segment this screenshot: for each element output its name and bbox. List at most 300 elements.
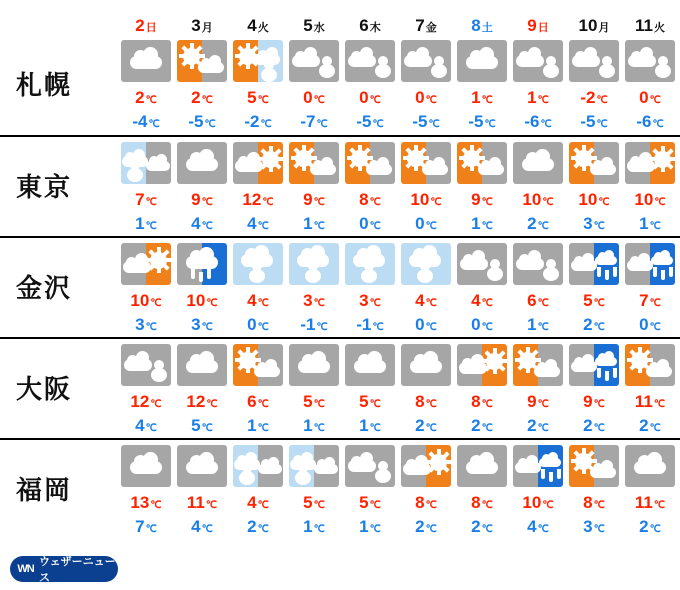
high-temperature: 5℃ bbox=[303, 391, 325, 411]
cloud-icon bbox=[478, 156, 504, 175]
forecast-cell[interactable] bbox=[398, 142, 454, 232]
forecast-cell[interactable] bbox=[286, 40, 342, 130]
snow-icon bbox=[431, 56, 447, 78]
low-temperature: 1℃ bbox=[135, 213, 157, 233]
low-temperature: 1℃ bbox=[527, 314, 549, 334]
snow-icon bbox=[487, 259, 503, 281]
snow-icon bbox=[249, 261, 265, 283]
high-temperature: 9℃ bbox=[303, 189, 325, 209]
low-temperature: -2℃ bbox=[244, 111, 272, 131]
cloud-icon bbox=[146, 153, 170, 171]
sun-icon bbox=[486, 353, 503, 370]
low-temperature: 4℃ bbox=[527, 516, 549, 536]
cloud-icon bbox=[298, 352, 330, 373]
forecast-cell[interactable] bbox=[118, 40, 174, 130]
forecast-cell[interactable] bbox=[510, 344, 566, 434]
forecast-columns bbox=[118, 40, 680, 130]
forecast-cell[interactable] bbox=[118, 142, 174, 232]
high-temperature: 2℃ bbox=[191, 87, 213, 107]
low-temperature: 3℃ bbox=[191, 314, 213, 334]
cloud-icon bbox=[516, 250, 544, 270]
date-header-cell bbox=[118, 17, 174, 34]
cloud-icon bbox=[516, 47, 544, 67]
high-temperature: 9℃ bbox=[191, 189, 213, 209]
weather-icon-snow-cloudy bbox=[121, 142, 171, 184]
cloud-icon bbox=[186, 150, 218, 171]
weather-icon-cloudy-snow bbox=[513, 40, 563, 82]
date-weekday: 月 bbox=[201, 22, 213, 34]
weather-icon-cloudy-snow bbox=[625, 40, 675, 82]
cloud-icon bbox=[459, 354, 487, 374]
weather-icon-snow-heavy bbox=[401, 243, 451, 285]
forecast-columns bbox=[118, 445, 680, 535]
forecast-cell[interactable] bbox=[230, 344, 286, 434]
weather-icon-cloudy-sunny bbox=[457, 344, 507, 386]
high-temperature: 10℃ bbox=[186, 290, 218, 310]
low-temperature: -1℃ bbox=[356, 314, 384, 334]
low-temperature: 2℃ bbox=[639, 415, 661, 435]
weather-icon-sunny-cloudy bbox=[289, 142, 339, 184]
high-temperature: 7℃ bbox=[135, 189, 157, 209]
low-temperature: 1℃ bbox=[471, 213, 493, 233]
snow-icon bbox=[261, 60, 277, 82]
cloud-icon bbox=[534, 358, 560, 377]
forecast-cell[interactable] bbox=[174, 344, 230, 434]
forecast-cell[interactable] bbox=[342, 40, 398, 130]
weather-icon-snow-heavy bbox=[289, 243, 339, 285]
cloud-icon bbox=[366, 156, 392, 175]
high-temperature: 3℃ bbox=[303, 290, 325, 310]
wn-mark-icon: WN bbox=[17, 563, 34, 575]
date-header-cell bbox=[622, 17, 678, 34]
weather-icon-cloudy-snow bbox=[401, 40, 451, 82]
high-temperature: 11℃ bbox=[186, 492, 218, 512]
high-temperature: 12℃ bbox=[130, 391, 162, 411]
cloud-icon bbox=[571, 353, 597, 372]
low-temperature: -5℃ bbox=[188, 111, 216, 131]
forecast-cell[interactable] bbox=[510, 40, 566, 130]
low-temperature: 3℃ bbox=[583, 516, 605, 536]
date-header-cell bbox=[230, 17, 286, 34]
snow-icon bbox=[375, 461, 391, 483]
cloud-icon bbox=[258, 456, 282, 474]
cloud-icon bbox=[130, 453, 162, 474]
forecast-cell[interactable] bbox=[230, 40, 286, 130]
date-weekday: 金 bbox=[425, 22, 437, 34]
low-temperature: 3℃ bbox=[583, 213, 605, 233]
cloud-icon bbox=[130, 48, 162, 69]
date-header-cell bbox=[454, 17, 510, 34]
forecast-cell[interactable] bbox=[342, 243, 398, 333]
forecast-cell[interactable] bbox=[118, 445, 174, 535]
date-weekday: 水 bbox=[313, 22, 325, 34]
forecast-cell[interactable] bbox=[566, 40, 622, 130]
high-temperature: 5℃ bbox=[583, 290, 605, 310]
city-rows bbox=[0, 34, 680, 539]
cloud-icon bbox=[539, 450, 561, 467]
cloud-icon bbox=[651, 248, 673, 265]
date-weekday: 火 bbox=[653, 22, 665, 34]
weather-icon-sunny-snow bbox=[233, 40, 283, 82]
weather-icon-cloudy-rain bbox=[569, 243, 619, 285]
low-temperature: 2℃ bbox=[415, 415, 437, 435]
sun-icon bbox=[430, 454, 447, 471]
forecast-cell[interactable] bbox=[342, 344, 398, 434]
forecast-cell[interactable] bbox=[622, 142, 678, 232]
low-temperature: 2℃ bbox=[471, 516, 493, 536]
cloud-icon bbox=[124, 351, 152, 371]
weather-icon-cloudy-rain bbox=[569, 344, 619, 386]
low-temperature: 1℃ bbox=[359, 415, 381, 435]
snow-icon bbox=[375, 56, 391, 78]
weather-icon-cloudy-snow bbox=[289, 40, 339, 82]
low-temperature: -6℃ bbox=[636, 111, 664, 131]
forecast-cell[interactable] bbox=[286, 243, 342, 333]
cloud-icon bbox=[410, 352, 442, 373]
date-day: 3 bbox=[191, 16, 201, 35]
date-day: 2 bbox=[135, 16, 145, 35]
weather-icon-cloudy bbox=[121, 40, 171, 82]
weather-icon-cloudy-snow bbox=[345, 40, 395, 82]
forecast-cell[interactable] bbox=[454, 445, 510, 535]
high-temperature: 11℃ bbox=[634, 391, 666, 411]
cloud-icon bbox=[422, 156, 448, 175]
cloud-icon bbox=[595, 349, 617, 366]
forecast-cell[interactable] bbox=[622, 40, 678, 130]
weather-icon-cloudy bbox=[177, 344, 227, 386]
cloud-icon bbox=[572, 47, 600, 67]
low-temperature: 2℃ bbox=[583, 314, 605, 334]
high-temperature: 1℃ bbox=[471, 87, 493, 107]
weather-icon-cloudy-rain bbox=[625, 243, 675, 285]
high-temperature: 5℃ bbox=[303, 492, 325, 512]
high-temperature: 7℃ bbox=[639, 290, 661, 310]
forecast-cell[interactable] bbox=[286, 142, 342, 232]
snow-icon bbox=[239, 463, 255, 485]
cloud-icon bbox=[646, 358, 672, 377]
cloud-icon bbox=[292, 47, 320, 67]
cloud-icon bbox=[590, 459, 616, 478]
weather-icon-cloudy-rain bbox=[513, 445, 563, 487]
date-weekday: 土 bbox=[481, 22, 493, 34]
date-day: 11 bbox=[635, 16, 653, 35]
forecast-cell[interactable] bbox=[342, 445, 398, 535]
cloud-icon bbox=[466, 48, 498, 69]
weather-icon-sunny-cloudy bbox=[401, 142, 451, 184]
cloud-icon bbox=[198, 54, 224, 73]
weather-icon-cloudy-sunny bbox=[401, 445, 451, 487]
cloud-icon bbox=[627, 252, 653, 271]
weather-icon-cloudy bbox=[345, 344, 395, 386]
cloud-icon bbox=[628, 47, 656, 67]
high-temperature: 5℃ bbox=[359, 492, 381, 512]
low-temperature: 0℃ bbox=[415, 213, 437, 233]
low-temperature: 0℃ bbox=[247, 314, 269, 334]
weather-icon-cloudy bbox=[457, 445, 507, 487]
forecast-cell[interactable] bbox=[118, 344, 174, 434]
low-temperature: 1℃ bbox=[303, 516, 325, 536]
low-temperature: 2℃ bbox=[415, 516, 437, 536]
weather-icon-cloudy-snow bbox=[569, 40, 619, 82]
date-header-cell bbox=[342, 17, 398, 34]
logo-text: ウェザーニュース bbox=[39, 556, 116, 584]
forecast-cell[interactable] bbox=[622, 243, 678, 333]
weather-icon-sunny-cloudy bbox=[457, 142, 507, 184]
high-temperature: 0℃ bbox=[639, 87, 661, 107]
low-temperature: 2℃ bbox=[527, 415, 549, 435]
city-name: 東京 bbox=[16, 171, 73, 202]
snow-icon bbox=[599, 56, 615, 78]
cloud-icon bbox=[460, 250, 488, 270]
snow-icon bbox=[417, 261, 433, 283]
high-temperature: 4℃ bbox=[471, 290, 493, 310]
weather-icon-sunny-cloudy bbox=[569, 445, 619, 487]
high-temperature: 10℃ bbox=[522, 492, 554, 512]
cloud-icon bbox=[571, 252, 597, 271]
cloud-icon bbox=[186, 248, 218, 269]
snow-icon bbox=[295, 463, 311, 485]
forecast-cell[interactable] bbox=[622, 344, 678, 434]
high-temperature: 0℃ bbox=[303, 87, 325, 107]
high-temperature: 12℃ bbox=[242, 189, 274, 209]
forecast-cell[interactable] bbox=[230, 142, 286, 232]
weather-icon-sunny-cloudy bbox=[233, 344, 283, 386]
date-weekday: 木 bbox=[369, 22, 381, 34]
forecast-cell[interactable] bbox=[174, 243, 230, 333]
cloud-icon bbox=[314, 456, 338, 474]
low-temperature: 1℃ bbox=[303, 213, 325, 233]
cloud-icon bbox=[354, 352, 386, 373]
forecast-cell[interactable] bbox=[230, 243, 286, 333]
date-header-cell bbox=[566, 17, 622, 34]
date-header-cell bbox=[174, 17, 230, 34]
rain-icon bbox=[653, 267, 675, 279]
forecast-cell[interactable] bbox=[398, 445, 454, 535]
low-temperature: 4℃ bbox=[191, 516, 213, 536]
low-temperature: 1℃ bbox=[639, 213, 661, 233]
rain-icon bbox=[541, 469, 563, 481]
forecast-cell[interactable] bbox=[174, 142, 230, 232]
forecast-cell[interactable] bbox=[454, 142, 510, 232]
high-temperature: 13℃ bbox=[130, 492, 162, 512]
low-temperature: 0℃ bbox=[415, 314, 437, 334]
date-header-cell bbox=[510, 17, 566, 34]
low-temperature: -5℃ bbox=[580, 111, 608, 131]
weather-icon-sunny-cloudy bbox=[625, 344, 675, 386]
date-day: 4 bbox=[247, 16, 257, 35]
forecast-columns bbox=[118, 344, 680, 434]
low-temperature: -5℃ bbox=[468, 111, 496, 131]
date-weekday: 火 bbox=[257, 22, 269, 34]
high-temperature: 0℃ bbox=[415, 87, 437, 107]
forecast-cell[interactable] bbox=[510, 445, 566, 535]
weather-icon-snow-heavy bbox=[345, 243, 395, 285]
forecast-cell[interactable] bbox=[454, 40, 510, 130]
low-temperature: 0℃ bbox=[471, 314, 493, 334]
high-temperature: 8℃ bbox=[359, 189, 381, 209]
high-temperature: 4℃ bbox=[247, 492, 269, 512]
snow-icon bbox=[361, 261, 377, 283]
low-temperature: -1℃ bbox=[300, 314, 328, 334]
weather-icon-cloudy bbox=[513, 142, 563, 184]
weather-icon-cloudy bbox=[177, 142, 227, 184]
low-temperature: 4℃ bbox=[135, 415, 157, 435]
city-row bbox=[0, 438, 680, 539]
high-temperature: 1℃ bbox=[527, 87, 549, 107]
high-temperature: 3℃ bbox=[359, 290, 381, 310]
cloud-icon bbox=[348, 452, 376, 472]
low-temperature: 5℃ bbox=[191, 415, 213, 435]
high-temperature: 8℃ bbox=[471, 492, 493, 512]
high-temperature: 6℃ bbox=[247, 391, 269, 411]
date-weekday: 日 bbox=[145, 22, 157, 34]
forecast-cell[interactable] bbox=[398, 243, 454, 333]
weather-icon-sunny-cloudy bbox=[569, 142, 619, 184]
low-temperature: 2℃ bbox=[583, 415, 605, 435]
low-temperature: 3℃ bbox=[135, 314, 157, 334]
weather-icon-cloudy-sunny bbox=[233, 142, 283, 184]
weather-icon-cloudy bbox=[177, 445, 227, 487]
high-temperature: 9℃ bbox=[527, 391, 549, 411]
weather-icon-cloudy-snow bbox=[345, 445, 395, 487]
cloud-icon bbox=[235, 152, 263, 172]
cloud-icon bbox=[404, 47, 432, 67]
city-name: 札幌 bbox=[16, 69, 73, 100]
weather-icon-cloudy bbox=[289, 344, 339, 386]
forecast-cell[interactable] bbox=[566, 445, 622, 535]
date-day: 6 bbox=[359, 16, 369, 35]
city-name: 大阪 bbox=[16, 373, 73, 404]
weather-icon-cloudy bbox=[457, 40, 507, 82]
weather-icon-sunny-cloudy bbox=[177, 40, 227, 82]
sun-icon bbox=[654, 151, 671, 168]
low-temperature: -5℃ bbox=[356, 111, 384, 131]
cloud-icon bbox=[595, 248, 617, 265]
high-temperature: 8℃ bbox=[471, 391, 493, 411]
city-row bbox=[0, 34, 680, 135]
weather-icon-cloudy-sunny bbox=[625, 142, 675, 184]
weather-icon-snow-cloudy bbox=[289, 445, 339, 487]
weather-icon-sunny-cloudy bbox=[345, 142, 395, 184]
date-header-row bbox=[0, 0, 680, 34]
high-temperature: 10℃ bbox=[410, 189, 442, 209]
low-temperature: 2℃ bbox=[247, 516, 269, 536]
cloud-icon bbox=[466, 453, 498, 474]
rain-icon bbox=[597, 267, 619, 279]
city-name: 金沢 bbox=[16, 272, 73, 303]
forecast-cell[interactable] bbox=[398, 40, 454, 130]
weather-icon-cloudy bbox=[121, 445, 171, 487]
forecast-cell[interactable] bbox=[566, 243, 622, 333]
forecast-cell[interactable] bbox=[622, 445, 678, 535]
forecast-cell[interactable] bbox=[510, 142, 566, 232]
weather-icon-cloudy-snow bbox=[121, 344, 171, 386]
date-weekday: 日 bbox=[537, 22, 549, 34]
snow-icon bbox=[319, 56, 335, 78]
forecast-cell[interactable] bbox=[118, 243, 174, 333]
snow-icon bbox=[543, 259, 559, 281]
weather-icon-cloudy bbox=[401, 344, 451, 386]
low-temperature: 2℃ bbox=[527, 213, 549, 233]
weather-icon-snow-cloudy bbox=[233, 445, 283, 487]
forecast-cell[interactable] bbox=[286, 344, 342, 434]
high-temperature: 8℃ bbox=[583, 492, 605, 512]
forecast-cell[interactable] bbox=[566, 344, 622, 434]
high-temperature: 10℃ bbox=[578, 189, 610, 209]
forecast-cell[interactable] bbox=[398, 344, 454, 434]
cloud-icon bbox=[403, 455, 431, 475]
snow-icon bbox=[127, 160, 143, 182]
city-row bbox=[0, 337, 680, 438]
high-temperature: 8℃ bbox=[415, 492, 437, 512]
cloud-icon bbox=[186, 352, 218, 373]
low-temperature: 1℃ bbox=[303, 415, 325, 435]
weathernews-logo bbox=[10, 556, 118, 582]
city-row bbox=[0, 135, 680, 236]
cloud-icon bbox=[254, 358, 280, 377]
forecast-cell[interactable] bbox=[174, 40, 230, 130]
low-temperature: 0℃ bbox=[639, 314, 661, 334]
high-temperature: 10℃ bbox=[522, 189, 554, 209]
cloud-icon bbox=[515, 454, 541, 473]
high-temperature: 6℃ bbox=[527, 290, 549, 310]
rain-icon bbox=[597, 368, 619, 380]
high-temperature: 10℃ bbox=[634, 189, 666, 209]
cloud-icon bbox=[348, 47, 376, 67]
sun-icon bbox=[239, 48, 256, 65]
forecast-cell[interactable] bbox=[566, 142, 622, 232]
date-header-cell bbox=[398, 17, 454, 34]
forecast-cell[interactable] bbox=[174, 445, 230, 535]
high-temperature: 4℃ bbox=[247, 290, 269, 310]
date-weekday: 月 bbox=[598, 22, 610, 34]
forecast-columns bbox=[118, 142, 680, 232]
low-temperature: 1℃ bbox=[359, 516, 381, 536]
snow-icon bbox=[543, 56, 559, 78]
forecast-cell[interactable] bbox=[454, 243, 510, 333]
high-temperature: 12℃ bbox=[186, 391, 218, 411]
forecast-cell[interactable] bbox=[342, 142, 398, 232]
forecast-cell[interactable] bbox=[510, 243, 566, 333]
weather-icon-rain bbox=[177, 243, 227, 285]
cloud-icon bbox=[590, 156, 616, 175]
low-temperature: 2℃ bbox=[471, 415, 493, 435]
low-temperature: 2℃ bbox=[639, 516, 661, 536]
high-temperature: 10℃ bbox=[130, 290, 162, 310]
cloud-icon bbox=[634, 453, 666, 474]
low-temperature: -7℃ bbox=[300, 111, 328, 131]
weather-icon-sunny-cloudy bbox=[513, 344, 563, 386]
forecast-cell[interactable] bbox=[454, 344, 510, 434]
cloud-icon bbox=[123, 253, 151, 273]
weather-icon-snow-heavy bbox=[233, 243, 283, 285]
low-temperature: 1℃ bbox=[247, 415, 269, 435]
low-temperature: -6℃ bbox=[524, 111, 552, 131]
high-temperature: 0℃ bbox=[359, 87, 381, 107]
high-temperature: 11℃ bbox=[634, 492, 666, 512]
sun-icon bbox=[262, 151, 279, 168]
cloud-icon bbox=[627, 152, 655, 172]
snow-icon bbox=[655, 56, 671, 78]
forecast-cell[interactable] bbox=[230, 445, 286, 535]
date-day: 10 bbox=[578, 16, 598, 35]
forecast-cell[interactable] bbox=[286, 445, 342, 535]
high-temperature: -2℃ bbox=[580, 87, 608, 107]
cloud-icon bbox=[310, 156, 336, 175]
low-temperature: 4℃ bbox=[247, 213, 269, 233]
date-day: 5 bbox=[303, 16, 313, 35]
sun-icon bbox=[150, 252, 167, 269]
